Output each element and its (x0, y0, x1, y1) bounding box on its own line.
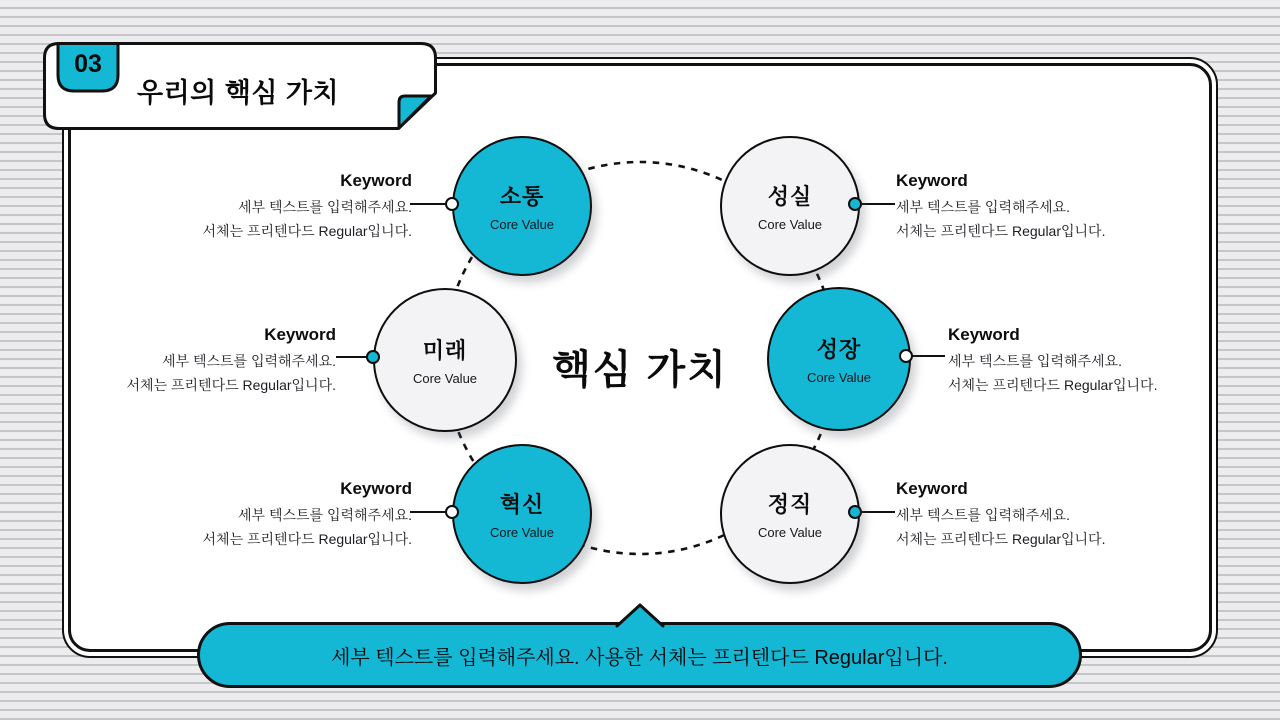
value-circle-hyeoksin (452, 444, 592, 584)
center-title: 핵심 가치 (552, 348, 728, 392)
value-sublabel: Core Value (757, 217, 823, 232)
slide-title: 우리의 핵심 가치 (137, 78, 340, 108)
keyword-line1: 세부 텍스트를 입력해주세요. (162, 353, 336, 369)
keyword-line1: 세부 텍스트를 입력해주세요. (238, 199, 412, 215)
value-sublabel: Core Value (806, 370, 872, 385)
keyword-line2: 서체는 프리텐다드 Regular입니다. (896, 531, 1106, 547)
value-name: 성실 (767, 184, 813, 209)
connector-dot (848, 505, 862, 519)
keyword-title: Keyword (340, 479, 412, 498)
keyword-title: Keyword (340, 171, 412, 190)
value-circle-seongjang (767, 287, 911, 431)
section-number-badge: 03 (74, 50, 102, 78)
keyword-title: Keyword (896, 171, 968, 190)
keyword-line2: 서체는 프리텐다드 Regular입니다. (948, 377, 1158, 393)
value-circle-jeongjik (720, 444, 860, 584)
keyword-line2: 서체는 프리텐다드 Regular입니다. (202, 223, 412, 239)
keyword-block (86, 325, 336, 397)
connector-dot (848, 197, 862, 211)
keyword-line2: 서체는 프리텐다드 Regular입니다. (896, 223, 1106, 239)
footer-note-bubble (197, 622, 1082, 688)
fold-corner (399, 96, 431, 128)
value-circle-seongsil (720, 136, 860, 276)
keyword-block (896, 479, 1156, 551)
value-name: 성장 (816, 337, 862, 362)
keyword-title: Keyword (264, 325, 336, 344)
value-name: 소통 (499, 184, 545, 209)
value-sublabel: Core Value (412, 371, 478, 386)
connector-dot (445, 505, 459, 519)
keyword-block (162, 171, 412, 243)
connector-dot (445, 197, 459, 211)
value-sublabel: Core Value (757, 525, 823, 540)
keyword-title: Keyword (896, 479, 968, 498)
keyword-line2: 서체는 프리텐다드 Regular입니다. (202, 531, 412, 547)
connector-dot (366, 350, 380, 364)
value-name: 혁신 (499, 492, 545, 517)
keyword-line1: 세부 텍스트를 입력해주세요. (896, 199, 1070, 215)
value-circle-mirae (373, 288, 517, 432)
value-sublabel: Core Value (489, 217, 555, 232)
value-sublabel: Core Value (489, 525, 555, 540)
keyword-line2: 서체는 프리텐다드 Regular입니다. (126, 377, 336, 393)
keyword-block (948, 325, 1208, 397)
slide-header (43, 42, 437, 130)
bubble-pointer-icon (614, 598, 666, 628)
keyword-title: Keyword (948, 325, 1020, 344)
keyword-line1: 세부 텍스트를 입력해주세요. (948, 353, 1122, 369)
connector-dot (899, 349, 913, 363)
footer-note-text: 세부 텍스트를 입력해주세요. 사용한 서체는 프리텐다드 Regular입니다. (331, 646, 948, 669)
keyword-line1: 세부 텍스트를 입력해주세요. (238, 507, 412, 523)
keyword-block (162, 479, 412, 551)
value-circle-sotong (452, 136, 592, 276)
value-name: 정직 (767, 492, 813, 517)
value-name: 미래 (422, 338, 468, 363)
keyword-line1: 세부 텍스트를 입력해주세요. (896, 507, 1070, 523)
keyword-block (896, 171, 1156, 243)
